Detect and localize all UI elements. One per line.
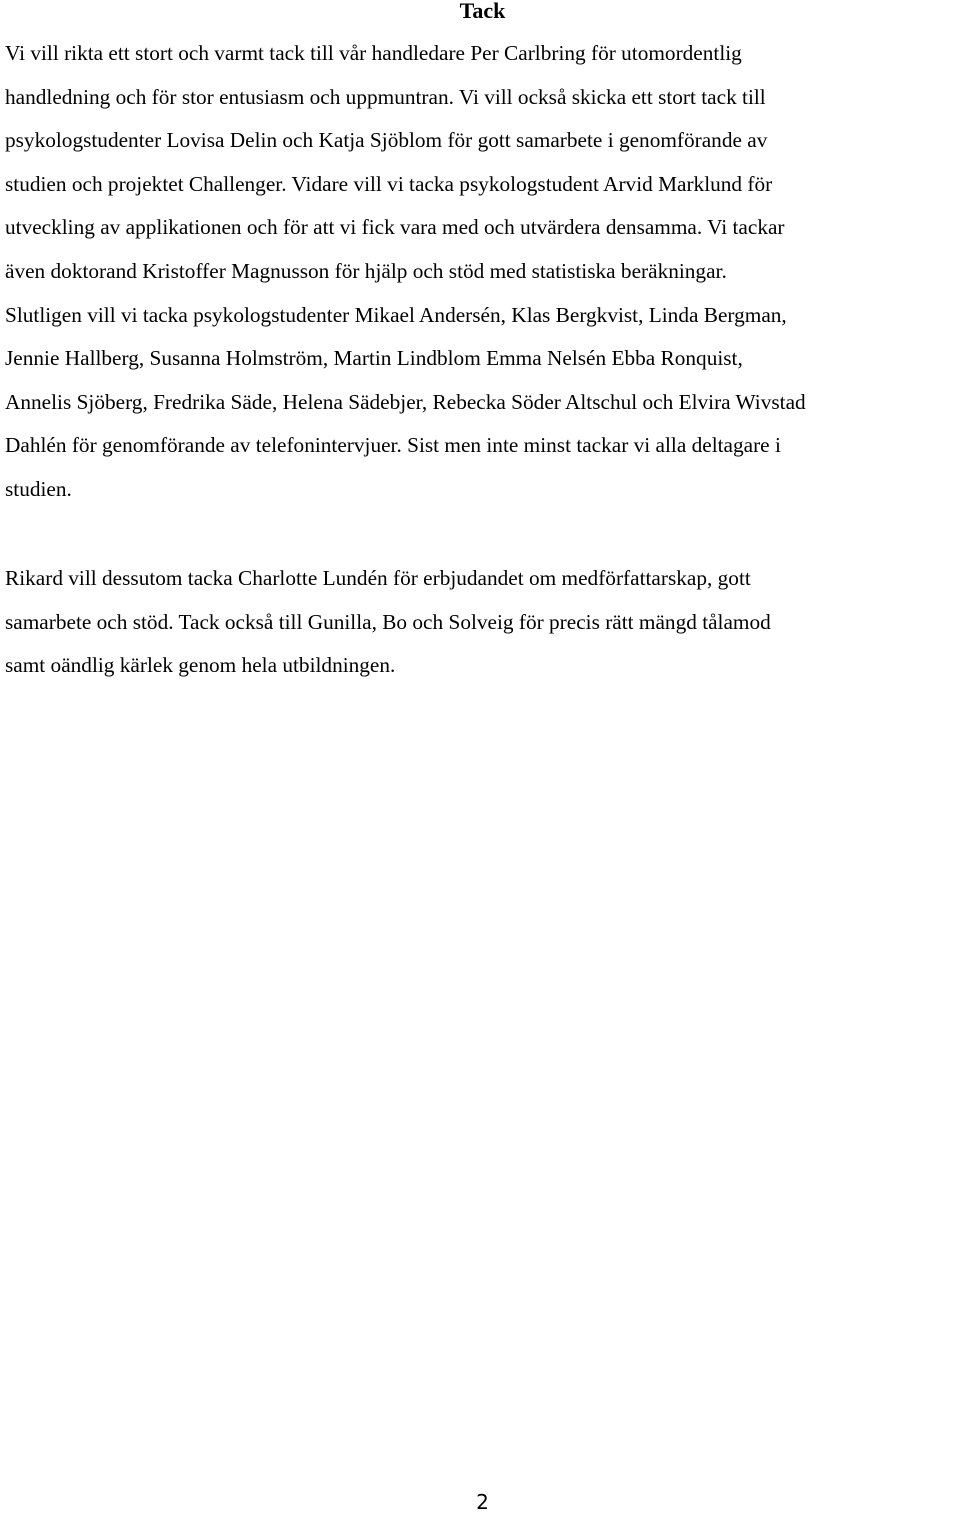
text-line: Jennie Hallberg, Susanna Holmström, Martin Lindblom Emma Nelsén Ebba Ronquist, [5,346,743,371]
text-line: även doktorand Kristoffer Magnusson för hjälp och stöd med statistiska beräkningar. [5,258,727,283]
acknowledgement-paragraph-2 [5,557,960,688]
page-number: 2 [476,1490,489,1514]
text-line: studien och projektet Challenger. Vidare vill vi tacka psykologstudent Arvid Marklund för [5,171,773,196]
text-line: samarbete och stöd. Tack också till Gunilla, Bo och Solveig för precis rätt mängd tålamod [5,609,771,634]
text-line: samt oändlig kärlek genom hela utbildningen. [5,653,396,678]
text-line: Vi vill rikta ett stort och varmt tack till vår handledare Per Carlbring för utomordentlig [5,41,742,65]
text-line: psykologstudenter Lovisa Delin och Katja Sjöblom för gott samarbete i genomförande av [5,128,768,153]
text-line: Dahlén för genomförande av telefonintervjuer. Sist men inte minst tackar vi alla deltagare i [5,433,781,458]
text-line: utveckling av applikationen och för att vi fick vara med och utvärdera densamma. Vi tackar [5,215,785,240]
text-line: Slutligen vill vi tacka psykologstudenter Mikael Andersén, Klas Bergkvist, Linda Bergman, [5,302,787,327]
text-line: handledning och för stor entusiasm och uppmuntran. Vi vill också skicka ett stort tack till [5,84,766,109]
text-line: studien. [5,476,72,501]
text-line: Rikard vill dessutom tacka Charlotte Lundén för erbjudandet om medförfattarskap, gott [5,566,751,590]
text-line: Annelis Sjöberg, Fredrika Säde, Helena Sädebjer, Rebecka Söder Altschul och Elvira Wivstad [5,389,806,414]
acknowledgement-paragraph-1 [5,32,960,512]
page-title: Tack [459,0,506,23]
